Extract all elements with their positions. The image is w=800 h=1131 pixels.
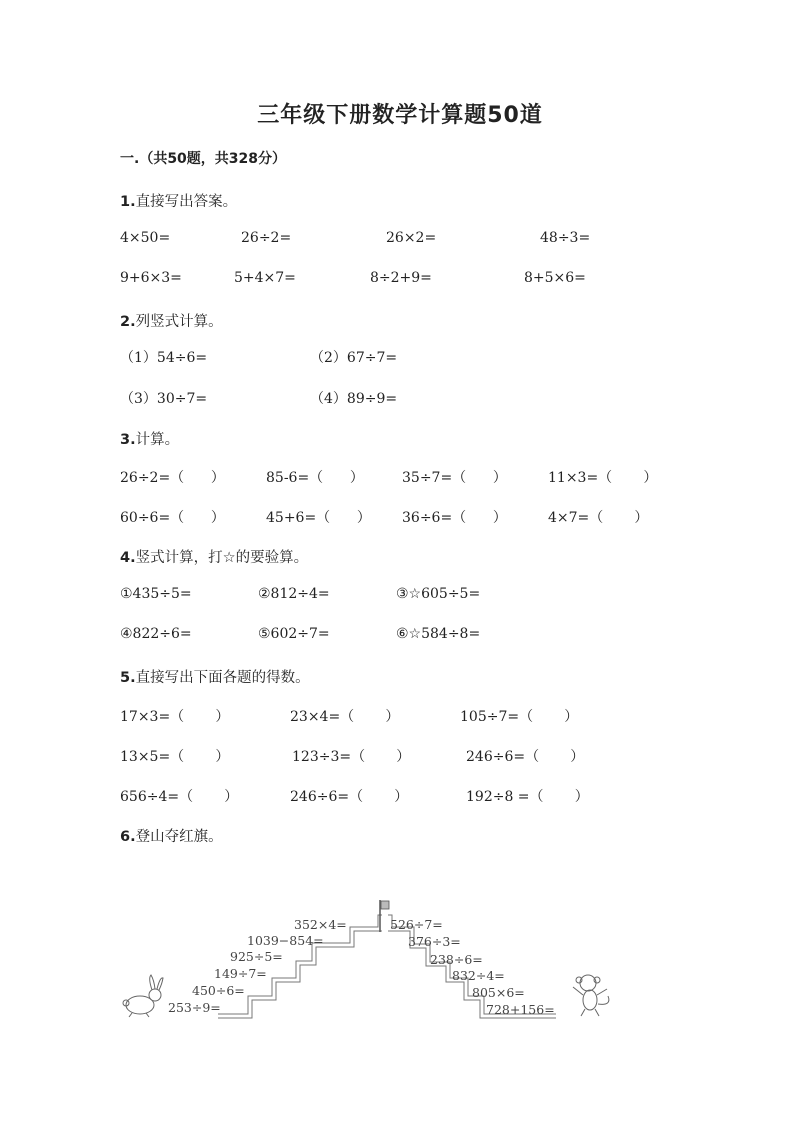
question-text: 直接写出下面各题的得数。 (135, 670, 310, 686)
q2-item: （3）30÷7= (120, 391, 208, 407)
stair-left-label: 925÷5= (230, 949, 283, 964)
q2-item: （1）54÷6= (120, 350, 208, 366)
q5-item: 13×5=（ ） (120, 749, 230, 765)
stair-left-label: 352×4= (294, 917, 347, 932)
q3-item: 4×7=（ ） (548, 510, 649, 526)
q3-item: 85-6=（ ） (266, 470, 364, 486)
q4-item: ③☆605÷5= (396, 586, 481, 602)
stair-right-label: 238÷6= (430, 952, 483, 967)
page-title: 三年级下册数学计算题50道 (257, 103, 543, 128)
question-text: 列竖式计算。 (135, 314, 223, 330)
question-text: 竖式计算，打☆的要验算。 (135, 550, 309, 566)
stair-left-label: 450÷6= (192, 983, 245, 998)
q1-item: 8÷2+9= (370, 270, 432, 286)
stair-right-label: 832÷4= (452, 968, 505, 983)
q5-item: 246÷6=（ ） (290, 789, 409, 805)
stair-left-label: 1039−854= (247, 933, 324, 948)
q5-item: 656÷4=（ ） (120, 789, 239, 805)
q4-item: ①435÷5= (120, 586, 192, 602)
question-number: 5. (120, 670, 136, 686)
q4-item: ④822÷6= (120, 626, 192, 642)
q4-item: ⑥☆584÷8= (396, 626, 481, 642)
stair-right-label: 376÷3= (408, 934, 461, 949)
question-text: 计算。 (135, 432, 180, 448)
question-text: 登山夺红旗。 (135, 829, 223, 845)
q2-item: （4）89÷9= (310, 391, 398, 407)
question-number: 4. (120, 550, 136, 566)
question-number: 1. (120, 194, 136, 210)
q1-item: 26×2= (386, 230, 437, 246)
q1-item: 4×50= (120, 230, 171, 246)
q3-item: 60÷6=（ ） (120, 510, 225, 526)
q5-item: 105÷7=（ ） (460, 709, 579, 725)
q5-item: 123÷3=（ ） (292, 749, 411, 765)
q1-item: 48÷3= (540, 230, 591, 246)
q3-item: 45+6=（ ） (266, 510, 371, 526)
q4-item: ②812÷4= (258, 586, 330, 602)
q3-item: 35÷7=（ ） (402, 470, 507, 486)
stair-left-label: 253÷9= (168, 1000, 221, 1015)
q3-item: 36÷6=（ ） (402, 510, 507, 526)
rabbit-icon (123, 975, 163, 1017)
question-text: 直接写出答案。 (135, 194, 238, 210)
question-number: 6. (120, 829, 136, 845)
q4-item: ⑤602÷7= (258, 626, 330, 642)
stair-right-label: 728+156= (486, 1002, 555, 1017)
question-number: 2. (120, 314, 136, 330)
section-header: 一.（共50题，共328分） (120, 151, 287, 167)
q3-item: 11×3=（ ） (548, 470, 658, 486)
red-flag-icon (380, 900, 389, 932)
q5-item: 192÷8 =（ ） (466, 789, 589, 805)
q5-item: 246÷6=（ ） (466, 749, 585, 765)
q1-item: 9+6×3= (120, 270, 182, 286)
stair-right-label: 526÷7= (390, 917, 443, 932)
q2-item: （2）67÷7= (310, 350, 398, 366)
q1-item: 8+5×6= (524, 270, 586, 286)
q5-item: 17×3=（ ） (120, 709, 230, 725)
stair-left-label: 149÷7= (214, 966, 267, 981)
question-number: 3. (120, 432, 136, 448)
stair-right-label: 805×6= (472, 985, 525, 1000)
q1-item: 5+4×7= (234, 270, 296, 286)
q5-item: 23×4=（ ） (290, 709, 400, 725)
q3-item: 26÷2=（ ） (120, 470, 225, 486)
monkey-icon (573, 975, 609, 1016)
q1-item: 26÷2= (241, 230, 292, 246)
